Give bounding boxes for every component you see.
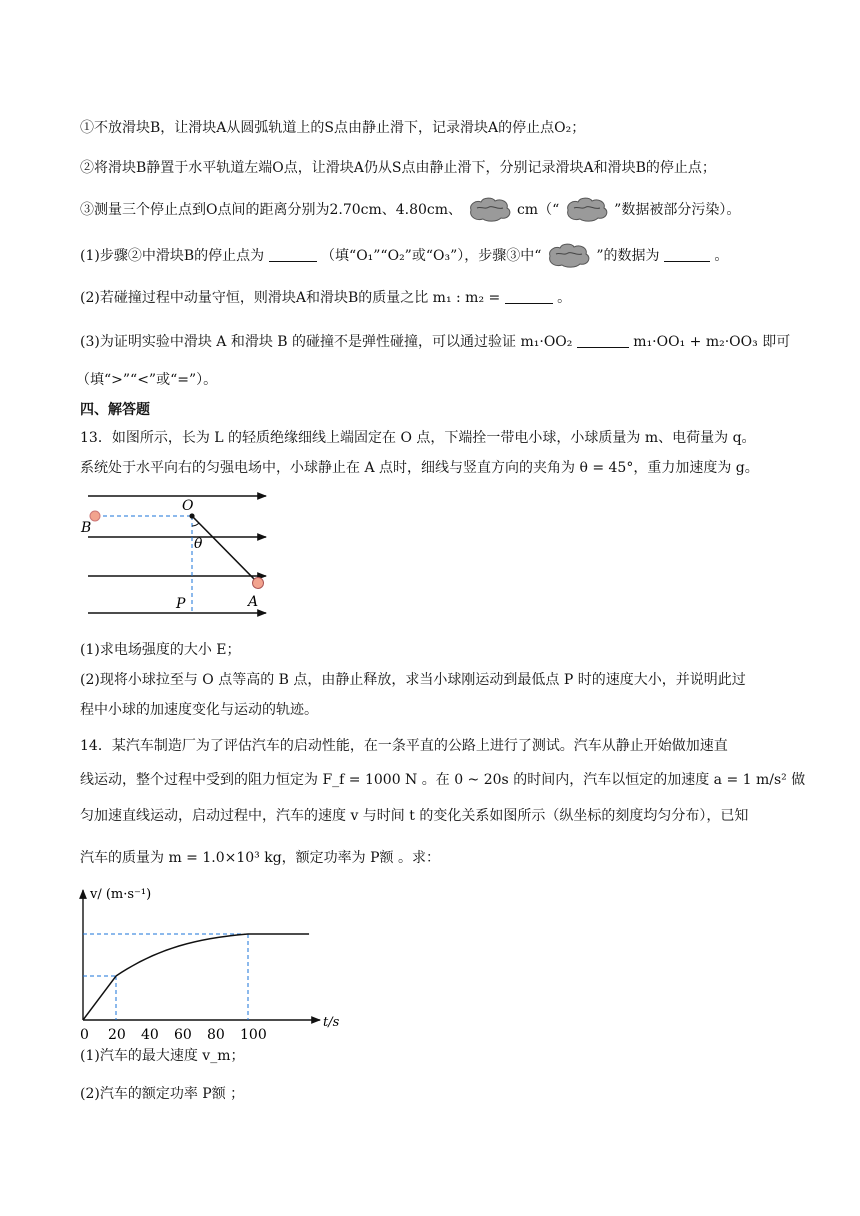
question-3 [80, 332, 790, 352]
problem-14-line-4: 汽车的质量为 m = 1.0×10³ kg，额定功率为 P额 。求： [80, 850, 440, 866]
x-tick-label: 60 [174, 1027, 192, 1040]
problem-13-question-1: (1)求电场强度的大小 E； [80, 642, 241, 658]
step-1-text: ①不放滑块B，让滑块A从圆弧轨道上的S点由静止滑下，记录滑块A的停止点O₂； [80, 120, 586, 136]
answer-blank[interactable] [577, 333, 629, 348]
label-p: P [176, 596, 186, 612]
question-1 [80, 242, 728, 268]
question-2-part-b: 。 [557, 290, 572, 306]
y-axis-label: v/ (m·s⁻¹) [90, 887, 152, 902]
problem-13-line-1: 13．如图所示，长为 L 的轻质绝缘细线上端固定在 O 点，下端拴一带电小球，小球质量为 m、电荷量为 q。 [80, 430, 756, 446]
x-tick-label: 0 [80, 1027, 89, 1040]
section-heading: 四、解答题 [80, 402, 150, 418]
problem-14-question-1: (1)汽车的最大速度 v_m； [80, 1048, 245, 1064]
problem-14-line-2: 线运动，整个过程中受到的阻力恒定为 F_f = 1000 N 。在 0 ~ 20s 的时间内，汽车以恒定的加速度 a = 1 m/s² 做 [80, 772, 806, 788]
problem-14-question-2: (2)汽车的额定功率 P额 ； [80, 1086, 245, 1102]
step-3-part-c: ”数据被部分污染）。 [614, 202, 741, 218]
label-b: B [81, 520, 92, 536]
x-axis-label: t/s [323, 1015, 340, 1030]
label-theta: θ [194, 536, 203, 552]
question-2 [80, 288, 571, 308]
question-1-part-c: ”的数据为 [596, 248, 660, 264]
problem-13-line-2: 系统处于水平向右的匀强电场中，小球静止在 A 点时，细线与竖直方向的夹角为 θ = 45°，重力加速度为 g。 [80, 460, 759, 476]
step-3-part-a: ③测量三个停止点到O点间的距离分别为2.70cm、4.80cm、 [80, 202, 463, 218]
label-o: O [182, 498, 194, 514]
pivot-point [189, 513, 194, 518]
problem-13-question-2-line-1: (2)现将小球拉至与 O 点等高的 B 点，由静止释放，求当小球刚运动到最低点 P 时的速度大小，并说明此过 [80, 672, 746, 688]
ball-a [253, 578, 264, 589]
smudge-icon [564, 196, 610, 222]
question-1-part-a: (1)步骤②中滑块B的停止点为 [80, 248, 265, 264]
step-3-text [80, 196, 740, 222]
problem-14-line-1: 14．某汽车制造厂为了评估汽车的启动性能，在一条平直的公路上进行了测试。汽车从静止开始做加速直 [80, 738, 728, 754]
question-3-hint: （填“>”“<”或“=”）。 [76, 372, 218, 388]
label-a: A [248, 594, 259, 610]
angle-arc [192, 523, 199, 526]
smudge-icon [546, 242, 592, 268]
question-3-part-b: m₁·OO₁ + m₂·OO₃ 即可 [633, 334, 791, 350]
x-tick-label: 80 [207, 1027, 225, 1040]
ball-b [90, 511, 100, 521]
velocity-curve [83, 934, 309, 1020]
step-3-part-b: cm（“ [516, 202, 560, 218]
x-tick-label: 100 [240, 1027, 267, 1040]
answer-blank[interactable] [269, 247, 317, 262]
question-2-part-a: (2)若碰撞过程中动量守恒，则滑块A和滑块B的质量之比 m₁ : m₂ = [80, 290, 501, 306]
problem-14-line-3: 匀加速直线运动，启动过程中，汽车的速度 v 与时间 t 的变化关系如图所示（纵坐标的刻度均匀分布），已知 [80, 808, 749, 824]
question-1-part-b: （填“O₁”“O₂”或“O₃”），步骤③中“ [321, 248, 542, 264]
x-tick-label: 40 [141, 1027, 159, 1040]
question-3-part-a: (3)为证明实验中滑块 A 和滑块 B 的碰撞不是弹性碰撞，可以通过验证 m₁·OO₂ [80, 334, 573, 350]
answer-blank[interactable] [664, 247, 710, 262]
velocity-time-chart [70, 880, 350, 1040]
smudge-icon [467, 196, 513, 222]
problem-13-question-2-line-2: 程中小球的加速度变化与运动的轨迹。 [80, 702, 318, 718]
question-1-part-d: 。 [714, 248, 729, 264]
step-2-text: ②将滑块B静置于水平轨道左端O点，让滑块A仍从S点由静止滑下，分别记录滑块A和滑块B的停止点； [80, 160, 716, 176]
x-tick-label: 20 [108, 1027, 126, 1040]
pendulum-figure [80, 488, 280, 620]
answer-blank[interactable] [505, 289, 553, 304]
